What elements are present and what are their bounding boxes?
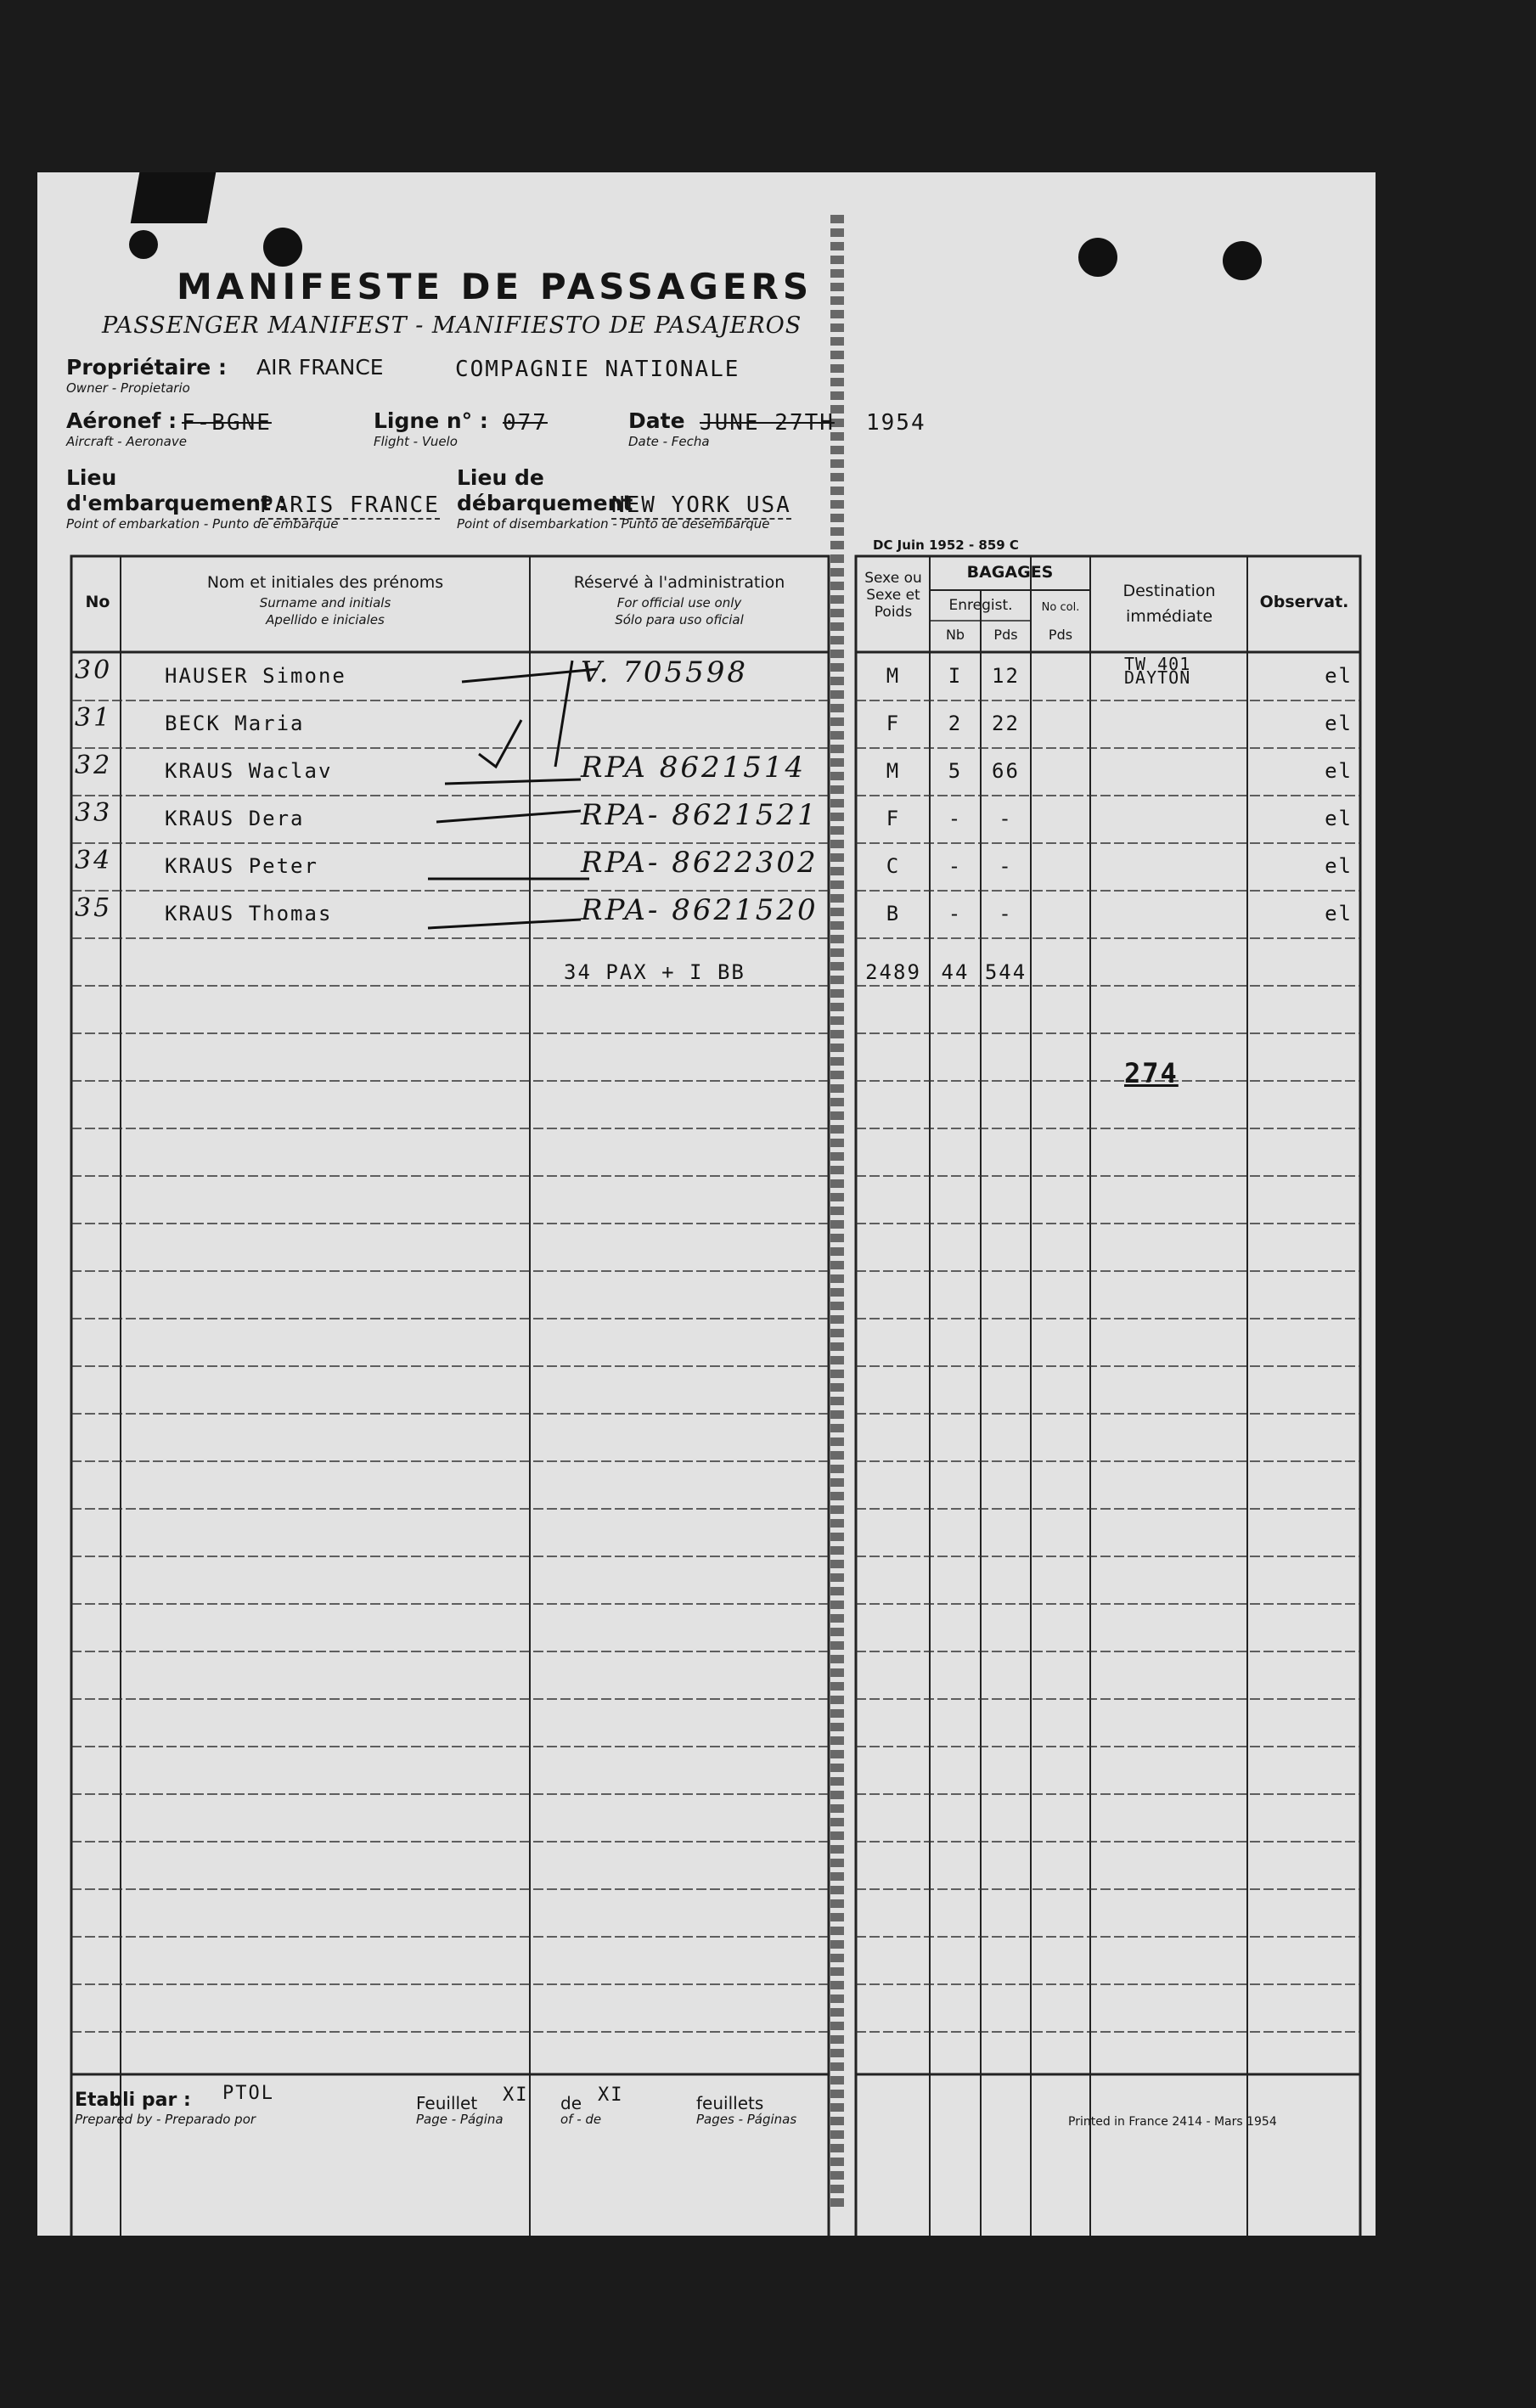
page-label: Feuillet: [416, 2093, 478, 2113]
row-observation: el: [1325, 902, 1353, 926]
prepared-value: PTOL: [222, 2083, 274, 2104]
pages-label: feuillets: [696, 2093, 764, 2113]
col-name-header: Nom et initiales des prénoms: [206, 573, 444, 592]
flight-label: Ligne n° :: [374, 408, 488, 433]
printed-note: Printed in France 2414 - Mars 1954: [1068, 2115, 1277, 2129]
date-value: JUNE 27TH: [700, 410, 835, 436]
row-pds: -: [999, 807, 1013, 830]
total-weight: 2489: [865, 960, 921, 984]
embark-value: PARIS FRANCE: [260, 492, 440, 518]
disembark-sub: Point of disembarkation - Punto de desembarque: [457, 516, 770, 532]
of-label: de: [560, 2093, 582, 2113]
col-name-sub2: Apellido e iniciales: [266, 612, 385, 627]
page-sub: Page - Página: [416, 2112, 504, 2127]
flight-sub: Flight - Vuelo: [374, 434, 458, 449]
page-number-stamp: 274: [1124, 1057, 1179, 1089]
col-observ-header: Observat.: [1259, 593, 1349, 611]
row-name: KRAUS Waclav: [165, 759, 333, 783]
col-pds-header: Pds: [993, 627, 1018, 643]
manifest-sheet: [37, 172, 1376, 2236]
embark-label-1: Lieu: [66, 465, 117, 490]
total-pax: 34 PAX + I BB: [564, 960, 745, 984]
owner-label: Propriétaire :: [66, 355, 227, 380]
row-number: 30: [75, 655, 113, 685]
prepared-sub: Prepared by - Preparado por: [75, 2112, 256, 2127]
embark-label-2: d'embarquement :: [66, 491, 287, 515]
total-nb: 44: [941, 960, 970, 984]
aircraft-sub: Aircraft - Aeronave: [66, 434, 187, 449]
row-admin: RPA- 8622302: [581, 846, 819, 880]
row-destination: TW 401 DAYTON: [1124, 654, 1191, 688]
row-observation: el: [1325, 712, 1353, 735]
total-pds: 544: [984, 960, 1027, 984]
row-admin: V. 705598: [581, 655, 749, 689]
year-value: 1954: [866, 410, 926, 436]
row-observation: el: [1325, 759, 1353, 783]
col-registered-header: Enregist.: [948, 597, 1013, 614]
form-code: DC Juin 1952 - 859 C: [873, 537, 1019, 553]
row-sex: M: [886, 664, 901, 688]
date-label: Date: [628, 408, 685, 433]
row-number: 31: [75, 703, 113, 733]
row-name: KRAUS Thomas: [165, 902, 333, 926]
col-sex-header: Sexe ou Sexe et Poids: [864, 570, 922, 621]
row-number: 33: [75, 798, 113, 828]
disembark-label-1: Lieu de: [457, 465, 544, 490]
col-nb-header: Nb: [945, 627, 965, 643]
row-sex: M: [886, 759, 901, 783]
col-pds2-header: Pds: [1048, 627, 1073, 643]
of-value: XI: [598, 2084, 624, 2106]
row-nb: 5: [948, 759, 963, 783]
row-pds: -: [999, 854, 1013, 878]
page-value: XI: [503, 2084, 529, 2106]
aircraft-value: F-BGNE: [182, 410, 272, 436]
date-sub: Date - Fecha: [628, 434, 710, 449]
row-admin: RPA 8621514: [581, 751, 807, 785]
col-no-header: No: [85, 593, 110, 611]
aircraft-label: Aéronef :: [66, 408, 177, 433]
row-number: 34: [75, 846, 113, 875]
row-name: KRAUS Dera: [165, 807, 305, 830]
row-sex: F: [886, 807, 901, 830]
owner-extra: COMPAGNIE NATIONALE: [455, 357, 740, 382]
owner-sub: Owner - Propietario: [66, 380, 190, 396]
embark-sub: Point of embarkation - Punto de embarque: [66, 516, 339, 532]
row-nb: 2: [948, 712, 963, 735]
of-sub: of - de: [560, 2112, 602, 2127]
disembark-label-2: débarquement: [457, 491, 633, 515]
col-name-sub1: Surname and initials: [259, 595, 391, 610]
col-destination-header: Destination immédiate: [1122, 582, 1216, 626]
col-baggage-header: BAGAGES: [966, 563, 1054, 582]
row-nb: -: [948, 902, 963, 926]
manifest-title: MANIFESTE DE PASSAGERS: [177, 266, 813, 307]
row-nb: -: [948, 854, 963, 878]
row-sex: C: [886, 854, 901, 878]
col-admin-sub2: Sólo para uso oficial: [615, 612, 744, 627]
row-admin: RPA- 8621521: [581, 798, 819, 832]
owner-value: AIR FRANCE: [256, 355, 384, 380]
row-name: HAUSER Simone: [165, 664, 346, 688]
col-nocoll-header: No col.: [1041, 601, 1080, 614]
row-pds: 22: [992, 712, 1020, 735]
row-pds: 12: [992, 664, 1020, 688]
row-pds: 66: [992, 759, 1020, 783]
row-sex: F: [886, 712, 901, 735]
col-admin-sub1: For official use only: [616, 595, 742, 610]
row-observation: el: [1325, 807, 1353, 830]
row-observation: el: [1325, 854, 1353, 878]
row-admin: RPA- 8621520: [581, 893, 819, 927]
row-pds: -: [999, 902, 1013, 926]
disembark-value: NEW YORK USA: [611, 492, 791, 518]
row-name: KRAUS Peter: [165, 854, 318, 878]
row-name: BECK Maria: [165, 712, 305, 735]
manifest-subtitle: PASSENGER MANIFEST - MANIFIESTO DE PASAJEROS: [102, 312, 802, 339]
col-admin-header: Réservé à l'administration: [573, 573, 785, 592]
row-observation: el: [1325, 664, 1353, 688]
row-number: 35: [75, 893, 113, 923]
pages-sub: Pages - Páginas: [696, 2112, 797, 2127]
flight-value: 077: [503, 410, 548, 436]
prepared-label: Etabli par :: [75, 2090, 191, 2111]
row-nb: -: [948, 807, 963, 830]
row-number: 32: [75, 751, 113, 780]
row-nb: I: [948, 664, 963, 688]
table-grid: [37, 172, 1376, 2236]
row-sex: B: [886, 902, 901, 926]
